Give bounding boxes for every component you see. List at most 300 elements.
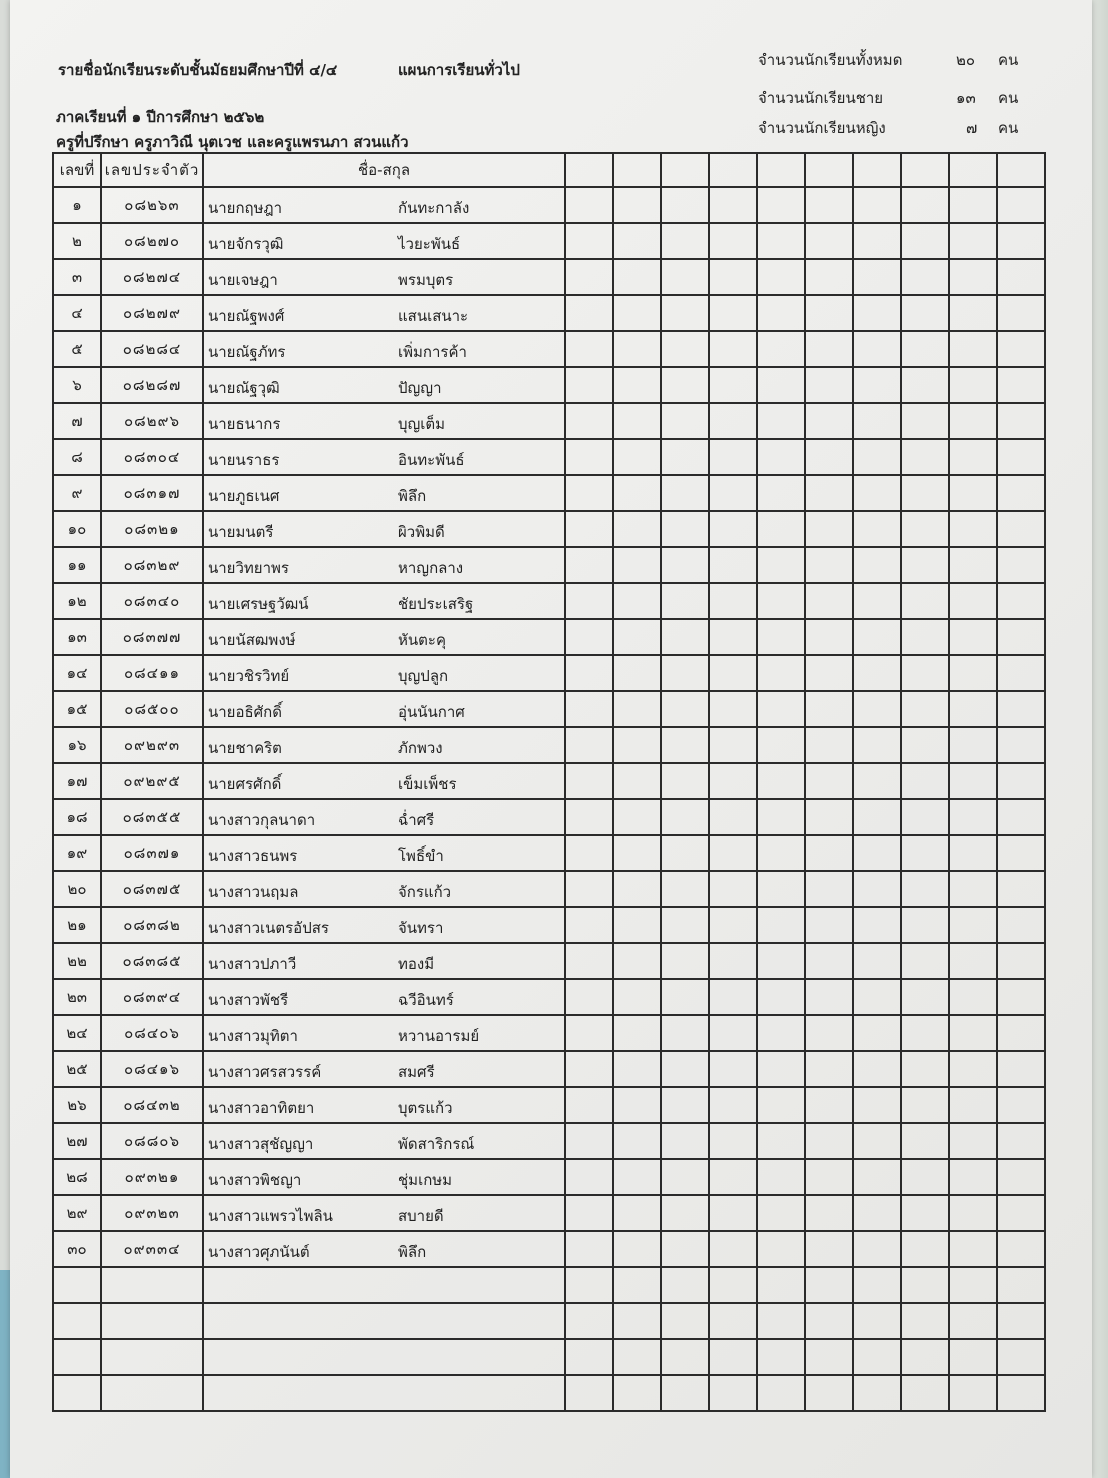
blank-cell xyxy=(949,907,997,943)
blank-cell xyxy=(949,367,997,403)
student-first-name: นางสาวศรสวรรค์ xyxy=(208,1063,322,1081)
blank-cell xyxy=(949,1087,997,1123)
blank-cell xyxy=(709,511,757,547)
blank-cell xyxy=(613,763,661,799)
blank-cell xyxy=(805,331,853,367)
blank-cell xyxy=(613,1339,661,1375)
student-name-cell xyxy=(203,763,565,799)
blank-cell xyxy=(661,511,709,547)
blank-cell xyxy=(853,1303,901,1339)
blank-cell xyxy=(757,619,805,655)
student-first-name: นายวิทยาพร xyxy=(208,559,289,577)
student-first-name: นายวชิรวิทย์ xyxy=(208,667,290,685)
blank-cell xyxy=(949,1339,997,1375)
blank-cell xyxy=(949,619,997,655)
table-row xyxy=(53,835,1045,871)
table-header-row xyxy=(53,153,1045,187)
blank-cell xyxy=(565,655,613,691)
blank-cell xyxy=(565,331,613,367)
blank-column-header xyxy=(613,153,661,187)
blank-cell xyxy=(757,871,805,907)
student-id: ๐๘๓๔๐ xyxy=(101,583,203,619)
blank-cell xyxy=(613,1195,661,1231)
student-number xyxy=(53,1267,101,1303)
student-id: ๐๙๒๙๓ xyxy=(101,727,203,763)
student-last-name: สบายดี xyxy=(398,1207,444,1225)
blank-cell xyxy=(661,187,709,223)
blank-cell xyxy=(805,907,853,943)
blank-cell xyxy=(613,1123,661,1159)
blank-cell xyxy=(709,799,757,835)
blank-cell xyxy=(853,943,901,979)
blank-cell xyxy=(613,223,661,259)
blank-column-header xyxy=(661,153,709,187)
blank-cell xyxy=(901,1195,949,1231)
blank-cell xyxy=(565,691,613,727)
blank-cell xyxy=(997,835,1045,871)
student-name-cell xyxy=(203,331,565,367)
blank-cell xyxy=(757,1195,805,1231)
column-header-name: ชื่อ-สกุล xyxy=(203,153,565,187)
blank-cell xyxy=(709,1051,757,1087)
table-row xyxy=(53,943,1045,979)
blank-cell xyxy=(853,727,901,763)
blank-cell xyxy=(661,799,709,835)
blank-cell xyxy=(661,763,709,799)
blank-cell xyxy=(805,511,853,547)
student-last-name: ไวยะพันธ์ xyxy=(398,235,461,253)
blank-cell xyxy=(709,907,757,943)
table-row xyxy=(53,1339,1045,1375)
student-first-name: นายนัสฒพงษ์ xyxy=(208,631,296,649)
blank-cell xyxy=(805,799,853,835)
blank-cell xyxy=(757,655,805,691)
table-row xyxy=(53,1051,1045,1087)
blank-cell xyxy=(901,331,949,367)
student-number: ๑๙ xyxy=(53,835,101,871)
blank-cell xyxy=(709,295,757,331)
blank-cell xyxy=(901,835,949,871)
blank-cell xyxy=(613,835,661,871)
blank-cell xyxy=(565,979,613,1015)
blank-cell xyxy=(565,475,613,511)
blank-cell xyxy=(805,655,853,691)
blank-cell xyxy=(901,223,949,259)
blank-cell xyxy=(565,1339,613,1375)
student-last-name: อินทะพันธ์ xyxy=(398,451,465,469)
blank-cell xyxy=(661,1123,709,1159)
student-number: ๑๔ xyxy=(53,655,101,691)
student-id: ๐๘๓๗๗ xyxy=(101,619,203,655)
student-name-cell xyxy=(203,1267,565,1303)
blank-cell xyxy=(997,439,1045,475)
blank-cell xyxy=(565,1159,613,1195)
blank-cell xyxy=(757,1159,805,1195)
blank-cell xyxy=(565,1015,613,1051)
blank-cell xyxy=(709,943,757,979)
student-id: ๐๘๓๐๔ xyxy=(101,439,203,475)
blank-cell xyxy=(853,1087,901,1123)
blank-cell xyxy=(709,691,757,727)
blank-cell xyxy=(997,547,1045,583)
table-row xyxy=(53,727,1045,763)
blank-cell xyxy=(853,691,901,727)
student-id: ๐๘๒๖๓ xyxy=(101,187,203,223)
blank-cell xyxy=(805,619,853,655)
blank-cell xyxy=(949,511,997,547)
blank-cell xyxy=(949,223,997,259)
table-row xyxy=(53,655,1045,691)
table-row xyxy=(53,1267,1045,1303)
blank-cell xyxy=(613,1267,661,1303)
blank-cell xyxy=(997,1339,1045,1375)
blank-cell xyxy=(661,1195,709,1231)
document-title: รายชื่อนักเรียนระดับชั้นมัธยมศึกษาปีที่ ๔/๔ xyxy=(58,61,338,79)
blank-column-header xyxy=(949,153,997,187)
blank-cell xyxy=(901,1303,949,1339)
student-id: ๐๘๒๙๖ xyxy=(101,403,203,439)
blank-cell xyxy=(565,1195,613,1231)
blank-cell xyxy=(949,1267,997,1303)
blank-cell xyxy=(949,295,997,331)
blank-cell xyxy=(565,763,613,799)
blank-cell xyxy=(613,871,661,907)
student-number: ๖ xyxy=(53,367,101,403)
student-first-name: นายจักรวุฒิ xyxy=(208,235,284,253)
blank-cell xyxy=(805,871,853,907)
blank-cell xyxy=(709,187,757,223)
blank-cell xyxy=(661,907,709,943)
blank-cell xyxy=(805,943,853,979)
blank-cell xyxy=(805,1123,853,1159)
blank-cell xyxy=(613,691,661,727)
blank-cell xyxy=(901,1051,949,1087)
blank-cell xyxy=(805,1267,853,1303)
blank-cell xyxy=(853,835,901,871)
blank-cell xyxy=(757,331,805,367)
student-first-name: นายภูธเนศ xyxy=(208,487,280,505)
count-unit: คน xyxy=(998,51,1019,69)
student-number: ๒๘ xyxy=(53,1159,101,1195)
student-name-cell xyxy=(203,583,565,619)
student-name-cell xyxy=(203,403,565,439)
table-row xyxy=(53,187,1045,223)
blank-cell xyxy=(997,619,1045,655)
blank-cell xyxy=(805,439,853,475)
blank-cell xyxy=(757,1303,805,1339)
blank-cell xyxy=(757,727,805,763)
student-number: ๑๕ xyxy=(53,691,101,727)
blank-cell xyxy=(661,1231,709,1267)
student-first-name: นายเจษฎา xyxy=(208,271,278,289)
student-first-name: นางสาวนฤมล xyxy=(208,883,299,901)
student-id: ๐๘๓๙๔ xyxy=(101,979,203,1015)
student-number xyxy=(53,1375,101,1411)
student-last-name: สมศรี xyxy=(398,1063,435,1081)
student-name-cell xyxy=(203,1087,565,1123)
student-first-name: นายกฤษฎา xyxy=(208,199,283,217)
blank-cell xyxy=(757,259,805,295)
student-id: ๐๘๒๗๙ xyxy=(101,295,203,331)
blank-cell xyxy=(709,1267,757,1303)
blank-cell xyxy=(565,259,613,295)
blank-cell xyxy=(901,1087,949,1123)
student-last-name: ปัญญา xyxy=(398,379,442,397)
blank-cell xyxy=(853,475,901,511)
blank-cell xyxy=(901,403,949,439)
blank-cell xyxy=(565,547,613,583)
blank-cell xyxy=(565,727,613,763)
blank-cell xyxy=(709,439,757,475)
blank-cell xyxy=(997,1231,1045,1267)
blank-cell xyxy=(613,331,661,367)
blank-cell xyxy=(757,1375,805,1411)
blank-cell xyxy=(853,223,901,259)
blank-cell xyxy=(853,511,901,547)
student-name-cell xyxy=(203,691,565,727)
blank-cell xyxy=(997,907,1045,943)
table-row xyxy=(53,583,1045,619)
blank-cell xyxy=(949,1015,997,1051)
student-name-cell xyxy=(203,475,565,511)
blank-cell xyxy=(853,1123,901,1159)
blank-cell xyxy=(949,1231,997,1267)
student-number: ๑ xyxy=(53,187,101,223)
blank-cell xyxy=(853,1267,901,1303)
blank-cell xyxy=(949,583,997,619)
student-id: ๐๘๘๐๖ xyxy=(101,1123,203,1159)
blank-cell xyxy=(613,439,661,475)
student-id: ๐๘๓๒๑ xyxy=(101,511,203,547)
student-number: ๒๒ xyxy=(53,943,101,979)
blank-cell xyxy=(949,799,997,835)
student-id: ๐๘๓๕๕ xyxy=(101,799,203,835)
blank-cell xyxy=(661,331,709,367)
table-row xyxy=(53,475,1045,511)
student-number: ๑๒ xyxy=(53,583,101,619)
blank-cell xyxy=(709,475,757,511)
student-id: ๐๘๓๒๙ xyxy=(101,547,203,583)
student-first-name: นายชาคริต xyxy=(208,739,282,757)
paper-sheet xyxy=(10,0,1092,1478)
table-row xyxy=(53,979,1045,1015)
student-last-name: โพธิ์ขำ xyxy=(398,847,444,865)
blank-column-header xyxy=(853,153,901,187)
blank-cell xyxy=(613,295,661,331)
blank-cell xyxy=(805,1051,853,1087)
blank-cell xyxy=(997,943,1045,979)
blank-cell xyxy=(757,475,805,511)
table-row xyxy=(53,331,1045,367)
table-row xyxy=(53,1123,1045,1159)
student-last-name: เข็มเพ็ชร xyxy=(398,775,457,793)
student-name-cell xyxy=(203,547,565,583)
blank-cell xyxy=(997,223,1045,259)
blank-cell xyxy=(709,835,757,871)
blank-cell xyxy=(805,1015,853,1051)
blank-cell xyxy=(901,1375,949,1411)
blank-cell xyxy=(565,1303,613,1339)
blank-cell xyxy=(997,763,1045,799)
student-number: ๒๐ xyxy=(53,871,101,907)
blank-cell xyxy=(901,619,949,655)
blank-cell xyxy=(853,331,901,367)
count-value: ๑๓ xyxy=(956,89,976,107)
blank-cell xyxy=(757,187,805,223)
student-first-name: นางสาวกุลนาดา xyxy=(208,811,316,829)
blank-cell xyxy=(805,475,853,511)
blank-cell xyxy=(709,1087,757,1123)
blank-cell xyxy=(949,403,997,439)
student-number: ๔ xyxy=(53,295,101,331)
student-id: ๐๘๔๑๖ xyxy=(101,1051,203,1087)
blank-cell xyxy=(757,799,805,835)
blank-cell xyxy=(949,727,997,763)
blank-cell xyxy=(949,871,997,907)
blank-cell xyxy=(565,1123,613,1159)
blank-cell xyxy=(997,1303,1045,1339)
student-last-name: พิลึก xyxy=(398,487,427,505)
student-number: ๓ xyxy=(53,259,101,295)
table-row xyxy=(53,1231,1045,1267)
blank-cell xyxy=(805,979,853,1015)
blank-cell xyxy=(805,223,853,259)
blank-cell xyxy=(805,295,853,331)
blank-cell xyxy=(757,1087,805,1123)
blank-cell xyxy=(853,907,901,943)
blank-cell xyxy=(853,1159,901,1195)
blank-cell xyxy=(709,979,757,1015)
blank-cell xyxy=(805,1375,853,1411)
blank-cell xyxy=(949,1195,997,1231)
blank-cell xyxy=(565,835,613,871)
study-plan: แผนการเรียนทั่วไป xyxy=(398,61,520,79)
blank-cell xyxy=(805,1159,853,1195)
blank-cell xyxy=(757,295,805,331)
blank-cell xyxy=(565,1087,613,1123)
blank-cell xyxy=(757,907,805,943)
blank-cell xyxy=(901,511,949,547)
student-id: ๐๘๕๐๐ xyxy=(101,691,203,727)
blank-cell xyxy=(853,799,901,835)
table-row xyxy=(53,1375,1045,1411)
blank-cell xyxy=(997,727,1045,763)
blank-cell xyxy=(949,475,997,511)
blank-cell xyxy=(949,691,997,727)
table-row xyxy=(53,871,1045,907)
student-id: ๐๘๔๐๖ xyxy=(101,1015,203,1051)
blank-cell xyxy=(757,403,805,439)
student-id: ๐๘๒๗๐ xyxy=(101,223,203,259)
student-first-name: นางสาวปภาวี xyxy=(208,955,297,973)
student-first-name: นางสาวพัชรี xyxy=(208,991,289,1009)
student-last-name: พรมบุตร xyxy=(398,271,454,289)
blank-cell xyxy=(565,907,613,943)
blank-cell xyxy=(613,1015,661,1051)
student-id: ๐๘๔๑๑ xyxy=(101,655,203,691)
blank-cell xyxy=(661,1339,709,1375)
blank-cell xyxy=(997,259,1045,295)
blank-cell xyxy=(901,1159,949,1195)
blank-cell xyxy=(661,1375,709,1411)
student-id: ๐๘๓๗๕ xyxy=(101,871,203,907)
blank-cell xyxy=(997,1015,1045,1051)
blank-cell xyxy=(757,223,805,259)
student-first-name: นางสาวแพรวไพลิน xyxy=(208,1207,333,1225)
blank-cell xyxy=(805,691,853,727)
student-last-name: ชัยประเสริฐ xyxy=(398,595,474,613)
blank-cell xyxy=(853,187,901,223)
student-id: ๐๘๓๑๗ xyxy=(101,475,203,511)
blank-cell xyxy=(997,1051,1045,1087)
student-name-cell xyxy=(203,943,565,979)
blank-cell xyxy=(997,403,1045,439)
student-id xyxy=(101,1267,203,1303)
student-number: ๒๙ xyxy=(53,1195,101,1231)
student-name-cell xyxy=(203,727,565,763)
blank-cell xyxy=(613,1159,661,1195)
blank-cell xyxy=(853,619,901,655)
blank-cell xyxy=(901,1015,949,1051)
blank-cell xyxy=(565,619,613,655)
blank-cell xyxy=(997,799,1045,835)
student-number: ๑๐ xyxy=(53,511,101,547)
student-number: ๙ xyxy=(53,475,101,511)
blank-cell xyxy=(805,763,853,799)
blank-cell xyxy=(661,295,709,331)
blank-cell xyxy=(805,835,853,871)
student-name-cell xyxy=(203,259,565,295)
student-first-name: นายณัฐพงศ์ xyxy=(208,307,285,325)
blank-cell xyxy=(709,763,757,799)
blank-cell xyxy=(565,1267,613,1303)
blank-cell xyxy=(949,835,997,871)
student-first-name: นายเศรษฐวัฒน์ xyxy=(208,595,309,613)
blank-cell xyxy=(997,583,1045,619)
blank-cell xyxy=(709,259,757,295)
blank-cell xyxy=(805,403,853,439)
semester-line: ภาคเรียนที่ ๑ ปีการศึกษา ๒๕๖๒ xyxy=(56,108,265,126)
blank-cell xyxy=(613,259,661,295)
student-name-cell xyxy=(203,1339,565,1375)
blank-cell xyxy=(661,223,709,259)
blank-cell xyxy=(613,187,661,223)
blank-cell xyxy=(709,1339,757,1375)
table-row xyxy=(53,1303,1045,1339)
table-row xyxy=(53,1015,1045,1051)
student-id: ๐๙๓๓๔ xyxy=(101,1231,203,1267)
blank-cell xyxy=(757,1339,805,1375)
blank-cell xyxy=(757,943,805,979)
blank-cell xyxy=(853,367,901,403)
blank-cell xyxy=(805,187,853,223)
blank-cell xyxy=(565,1051,613,1087)
blank-cell xyxy=(997,295,1045,331)
table-row xyxy=(53,619,1045,655)
blank-cell xyxy=(997,979,1045,1015)
student-last-name: เพิ่มการค้า xyxy=(398,343,467,361)
blank-cell xyxy=(949,979,997,1015)
student-number: ๒๖ xyxy=(53,1087,101,1123)
blank-cell xyxy=(661,943,709,979)
blank-cell xyxy=(901,187,949,223)
student-name-cell xyxy=(203,979,565,1015)
student-number xyxy=(53,1303,101,1339)
blank-cell xyxy=(709,223,757,259)
student-first-name: นายนราธร xyxy=(208,451,280,469)
blank-cell xyxy=(709,1123,757,1159)
count-label: จำนวนนักเรียนหญิง xyxy=(758,119,886,137)
